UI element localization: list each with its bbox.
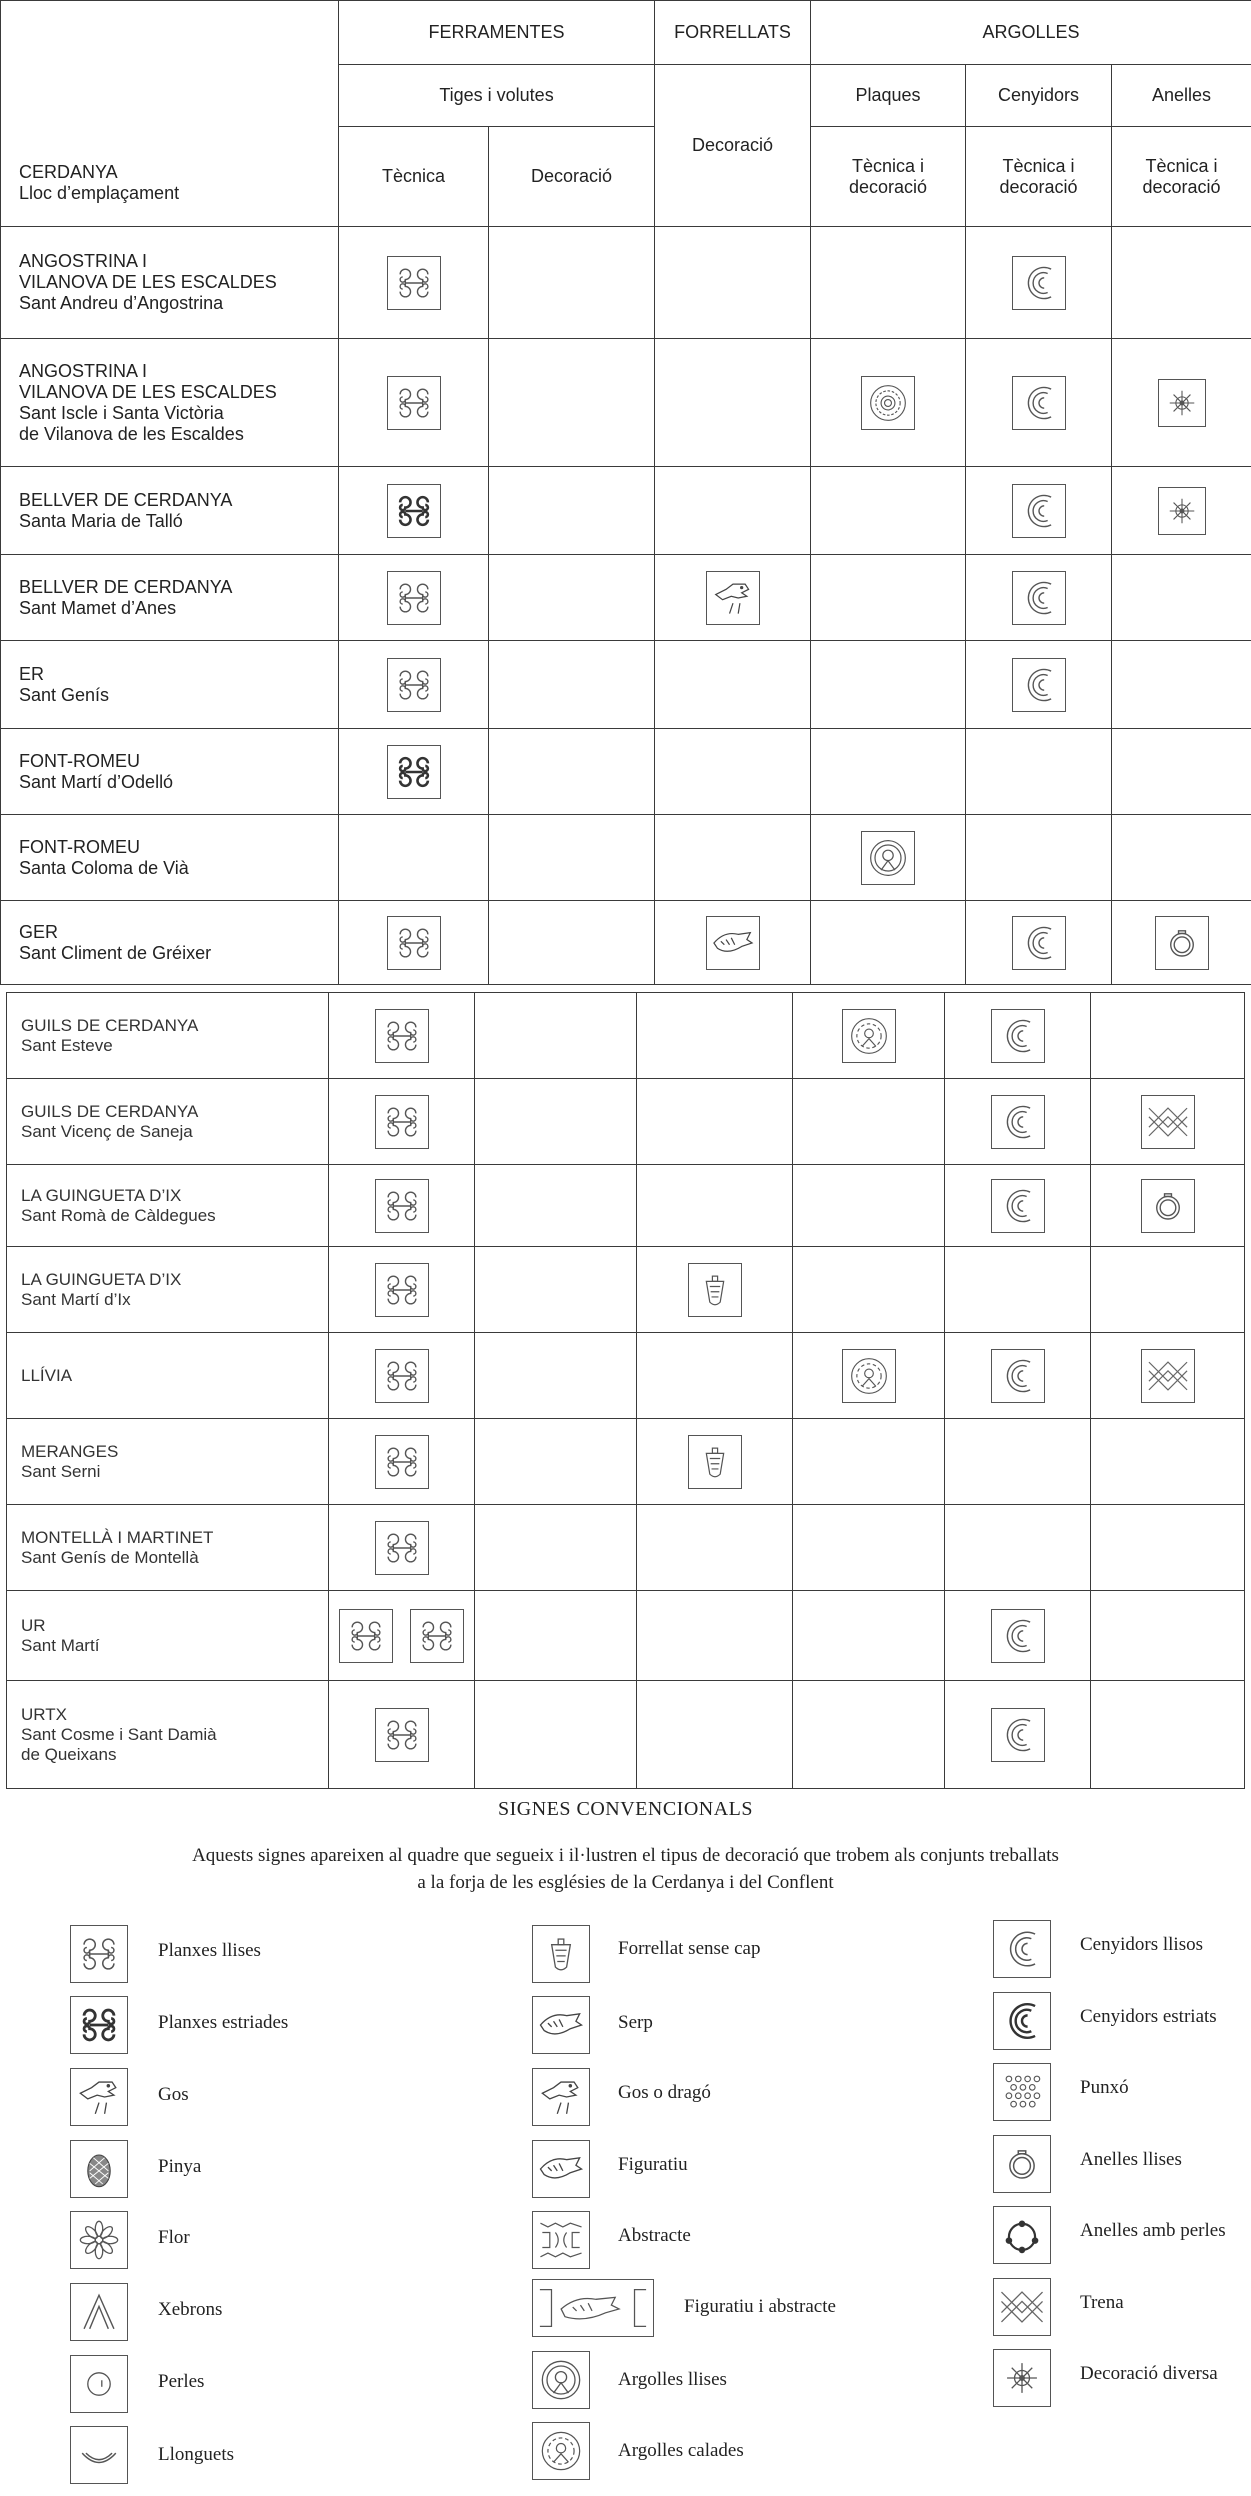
legend-intro-line1: Aquests signes apareixen al quadre que segueix i il·lustren el tipus de decoració que trobem als conjunts treballats xyxy=(192,1845,1059,1866)
location-cell xyxy=(7,1165,329,1247)
location-church: Sant Mamet d’Anes xyxy=(19,597,177,618)
cenyidors-llisos-icon xyxy=(1012,484,1066,538)
planxes-llises-icon xyxy=(375,1708,429,1762)
table-row xyxy=(1,729,1251,815)
forrellat-sense-cap-icon xyxy=(532,1925,590,1983)
legend-label: Perles xyxy=(158,2371,205,2392)
location-church: Sant Vicenç de Saneja xyxy=(21,1121,193,1141)
location-church: Sant Martí d’Ix xyxy=(21,1289,131,1309)
location-church: Sant Serni xyxy=(21,1461,101,1481)
figuratiu-i-abstracte-icon xyxy=(532,2279,654,2337)
planxes-llises-icon xyxy=(387,256,441,310)
planxes-llises-icon xyxy=(410,1609,464,1663)
argolles-calades-icon xyxy=(532,2422,590,2480)
serp-icon xyxy=(532,1996,590,2054)
cenyidors-llisos-icon xyxy=(991,1009,1045,1063)
legend-label: Llonguets xyxy=(158,2444,234,2465)
legend-label: Serp xyxy=(618,2012,653,2033)
location-town: FONT-ROMEU xyxy=(19,836,140,857)
table-row xyxy=(7,993,1245,1079)
table-row xyxy=(7,1333,1245,1419)
location-cell xyxy=(7,1247,329,1333)
table-row xyxy=(7,1419,1245,1505)
location-church: Sant Esteve xyxy=(21,1035,113,1055)
table-top xyxy=(0,0,1251,985)
xebrons-icon xyxy=(70,2283,128,2341)
cenyidors-llisos-icon xyxy=(991,1609,1045,1663)
anelles-amb-perles-icon xyxy=(993,2206,1051,2264)
legend-label: Planxes estriades xyxy=(158,2012,289,2033)
location-town: GER xyxy=(19,921,59,942)
location-cell xyxy=(7,993,329,1079)
legend-label: Gos xyxy=(158,2084,189,2105)
location-church: de Queixans xyxy=(21,1744,117,1764)
legend-label: Xebrons xyxy=(158,2299,223,2320)
location-church: Sant Martí xyxy=(21,1635,100,1655)
location-town: FONT-ROMEU xyxy=(19,750,140,771)
location-town: URTX xyxy=(21,1704,67,1724)
planxes-llises-icon xyxy=(387,658,441,712)
header-cenyidors-tec: Tècnica i decoració xyxy=(966,127,1112,227)
location-church: Sant Cosme i Sant Damià xyxy=(21,1724,217,1744)
planxes-estriades-icon xyxy=(387,745,441,799)
location-church: Sant Martí d’Odelló xyxy=(19,771,174,792)
abstracte-icon xyxy=(532,2211,590,2269)
header-region-cell xyxy=(1,1,339,227)
planxes-llises-icon xyxy=(387,376,441,430)
location-church: Sant Iscle i Santa Victòria xyxy=(19,402,224,423)
location-church: Sant Genís de Montellà xyxy=(21,1547,199,1567)
decoracio-diversa-icon xyxy=(1158,487,1206,535)
punxo-icon xyxy=(993,2063,1051,2121)
planxes-llises-icon xyxy=(375,1263,429,1317)
header-tiges: Tiges i volutes xyxy=(339,65,655,127)
header-plaques-tec: Tècnica i decoració xyxy=(811,127,966,227)
cenyidors-llisos-icon xyxy=(1012,256,1066,310)
table-row xyxy=(1,641,1251,729)
header-anelles: Anelles xyxy=(1112,65,1251,127)
table-bottom xyxy=(6,992,1245,1789)
legend-label: Abstracte xyxy=(618,2225,691,2246)
planxes-llises-icon xyxy=(375,1435,429,1489)
argolles-llises-icon xyxy=(532,2351,590,2409)
table-row xyxy=(7,1505,1245,1591)
legend-label: Anelles llises xyxy=(1080,2149,1182,2170)
location-cell xyxy=(1,729,339,815)
gos-icon xyxy=(70,2068,128,2126)
planxes-llises-icon xyxy=(387,916,441,970)
planxes-llises-icon xyxy=(375,1179,429,1233)
planxes-llises-icon xyxy=(375,1009,429,1063)
legend-label: Argolles llises xyxy=(618,2369,727,2390)
decoracio-diversa-icon xyxy=(1158,379,1206,427)
legend-title: SIGNES CONVENCIONALS xyxy=(497,1798,753,1820)
table-row xyxy=(1,555,1251,641)
table-row xyxy=(7,1591,1245,1681)
gos-o-drago-icon xyxy=(706,571,760,625)
legend-intro-line2: a la forja de les esglésies de la Cerdanya i del Conflent xyxy=(417,1872,834,1893)
location-cell xyxy=(7,1681,329,1789)
location-cell xyxy=(1,227,339,339)
cenyidors-llisos-icon xyxy=(1012,571,1066,625)
llonguets-icon xyxy=(70,2426,128,2484)
table-row xyxy=(1,467,1251,555)
legend-label: Forrellat sense cap xyxy=(618,1938,761,1959)
location-town: LLÍVIA xyxy=(21,1365,73,1385)
forrellat-sense-cap-icon xyxy=(688,1435,742,1489)
location-cell xyxy=(7,1333,329,1419)
location-town: ANGOSTRINA I xyxy=(19,360,148,381)
cenyidors-llisos-icon xyxy=(993,1920,1051,1978)
planxes-llises-icon xyxy=(70,1925,128,1983)
table-row xyxy=(1,339,1251,467)
legend-label: Pinya xyxy=(158,2156,202,2177)
table-row xyxy=(1,815,1251,901)
cenyidors-llisos-icon xyxy=(1012,658,1066,712)
header-region: CERDANYA xyxy=(19,162,118,182)
table-row xyxy=(7,1079,1245,1165)
location-town: UR xyxy=(21,1615,46,1635)
flor-icon xyxy=(70,2211,128,2269)
location-town: GUILS DE CERDANYA xyxy=(21,1101,199,1121)
cenyidors-llisos-icon xyxy=(1012,916,1066,970)
table-row xyxy=(1,227,1251,339)
location-church: Sant Romà de Càldegues xyxy=(21,1205,216,1225)
figuratiu-icon xyxy=(532,2140,590,2198)
cenyidors-llisos-icon xyxy=(991,1349,1045,1403)
location-town: ANGOSTRINA I xyxy=(19,251,148,271)
anelles-llises-icon xyxy=(1141,1179,1195,1233)
planxes-llises-icon xyxy=(387,571,441,625)
table-row xyxy=(7,1681,1245,1789)
location-town: MONTELLÀ I MARTINET xyxy=(21,1527,214,1547)
planxes-estriades-icon xyxy=(70,1996,128,2054)
location-town: MERANGES xyxy=(21,1441,119,1461)
legend-label: Planxes llises xyxy=(158,1940,261,1961)
legend-label: Cenyidors estriats xyxy=(1080,2006,1217,2027)
decoracio-diversa-icon xyxy=(993,2349,1051,2407)
header-plaques: Plaques xyxy=(811,65,966,127)
legend-label: Decoració diversa xyxy=(1080,2363,1218,2384)
cenyidors-llisos-icon xyxy=(1012,376,1066,430)
planxes-estriades-icon xyxy=(387,484,441,538)
header-forrellats: FORRELLATS xyxy=(655,1,811,65)
location-town: BELLVER DE CERDANYA xyxy=(19,489,233,510)
location-cell xyxy=(1,555,339,641)
location-church: Sant Andreu d’Angostrina xyxy=(19,293,224,313)
argolles-calades-icon xyxy=(861,376,915,430)
cenyidors-llisos-icon xyxy=(991,1708,1045,1762)
header-anelles-tec: Tècnica i decoració xyxy=(1112,127,1251,227)
legend-label: Figuratiu i abstracte xyxy=(684,2296,836,2317)
location-cell xyxy=(1,467,339,555)
header-tecnica: Tècnica xyxy=(339,127,489,227)
legend-label: Punxó xyxy=(1080,2077,1129,2098)
trena-icon xyxy=(993,2278,1051,2336)
gos-o-drago-icon xyxy=(532,2068,590,2126)
legend-label: Trena xyxy=(1080,2292,1124,2313)
location-cell xyxy=(1,641,339,729)
header-decoracio: Decoració xyxy=(489,127,655,227)
location-town: LA GUINGUETA D’IX xyxy=(21,1185,182,1205)
trena-icon xyxy=(1141,1349,1195,1403)
cenyidors-llisos-icon xyxy=(991,1179,1045,1233)
legend-label: Argolles calades xyxy=(618,2440,744,2461)
legend-label: Flor xyxy=(158,2227,190,2248)
location-town: LA GUINGUETA D’IX xyxy=(21,1269,182,1289)
location-town: GUILS DE CERDANYA xyxy=(21,1015,199,1035)
location-cell xyxy=(7,1079,329,1165)
anelles-llises-icon xyxy=(993,2135,1051,2193)
header-argolles: ARGOLLES xyxy=(811,1,1251,65)
location-cell xyxy=(7,1419,329,1505)
header-cenyidors: Cenyidors xyxy=(966,65,1112,127)
legend-label: Gos o dragó xyxy=(618,2082,711,2103)
location-church: Sant Climent de Gréixer xyxy=(19,942,212,963)
trena-icon xyxy=(1141,1095,1195,1149)
argolles-llises-icon xyxy=(861,831,915,885)
legend-label: Figuratiu xyxy=(618,2154,688,2175)
header-forr-decoracio: Decoració xyxy=(655,65,811,227)
location-cell xyxy=(7,1591,329,1681)
legend-label: Anelles amb perles xyxy=(1080,2220,1226,2241)
location-church: de Vilanova de les Escaldes xyxy=(19,423,244,444)
argolles-calades-icon xyxy=(842,1349,896,1403)
location-cell xyxy=(1,339,339,467)
location-cell xyxy=(7,1505,329,1591)
planxes-llises-icon xyxy=(339,1609,393,1663)
pinya-icon xyxy=(70,2140,128,2198)
location-town: ER xyxy=(19,663,45,684)
location-church: Santa Coloma de Vià xyxy=(19,857,189,878)
location-church: Santa Maria de Talló xyxy=(19,510,183,531)
planxes-llises-icon xyxy=(375,1521,429,1575)
cenyidors-estriats-icon xyxy=(993,1992,1051,2050)
header-ferramentes: FERRAMENTES xyxy=(339,1,655,65)
forrellat-sense-cap-icon xyxy=(688,1263,742,1317)
location-town: BELLVER DE CERDANYA xyxy=(19,576,233,597)
header-region-sub: Lloc d’emplaçament xyxy=(19,183,180,203)
location-town: VILANOVA DE LES ESCALDES xyxy=(19,272,277,292)
table-row xyxy=(7,1165,1245,1247)
planxes-llises-icon xyxy=(375,1095,429,1149)
legend-label: Cenyidors llisos xyxy=(1080,1934,1203,1955)
location-cell xyxy=(1,901,339,985)
argolles-calades-icon xyxy=(842,1009,896,1063)
anelles-llises-icon xyxy=(1155,916,1209,970)
table-row xyxy=(7,1247,1245,1333)
figuratiu-icon xyxy=(706,916,760,970)
table-row xyxy=(1,901,1251,985)
location-cell xyxy=(1,815,339,901)
location-church: Sant Genís xyxy=(19,684,110,705)
planxes-llises-icon xyxy=(375,1349,429,1403)
location-town: VILANOVA DE LES ESCALDES xyxy=(19,381,277,402)
perles-icon xyxy=(70,2355,128,2413)
cenyidors-llisos-icon xyxy=(991,1095,1045,1149)
